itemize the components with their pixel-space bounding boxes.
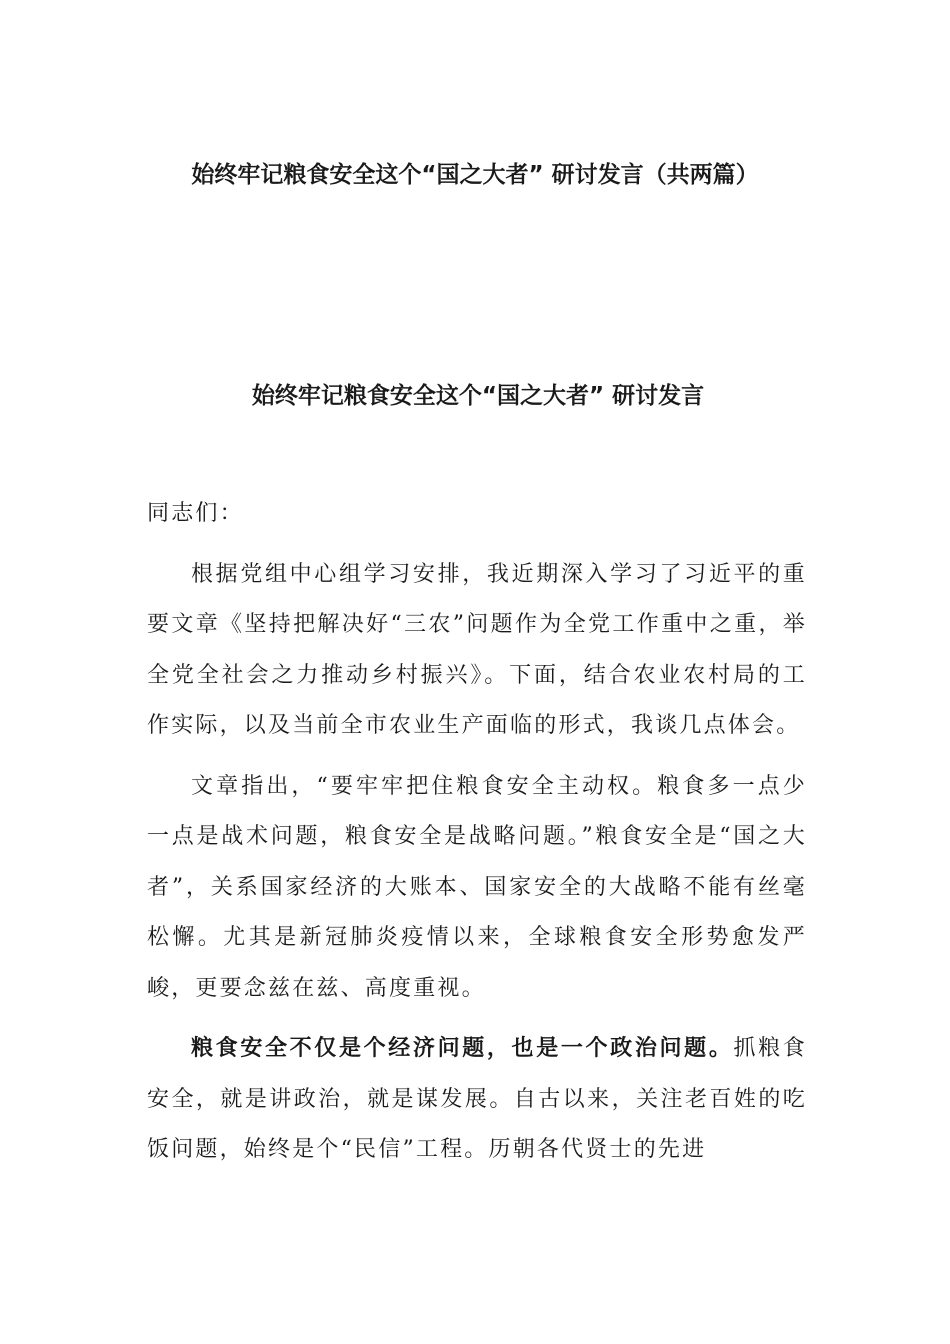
section-title: 始终牢记粮食安全这个“国之大者” 研讨发言 [251,383,705,409]
paragraph-1 [147,550,807,752]
paragraph-3-lead: 粮食安全不仅是个经济问题，也是一个政治问题。 [191,1036,734,1061]
paragraph-2 [147,762,807,1015]
paragraph-3-text: 抓粮食安全，就是讲政治，就是谋发展。自古以来，关注老百姓的吃饭问题，始终是个“民信”工程。历朝各代贤士的先进 [147,1036,808,1162]
salutation: 同志们： [147,501,244,526]
document-title: 始终牢记粮食安全这个“国之大者” 研讨发言（共两篇） [191,162,759,188]
paragraph-3 [147,1024,807,1176]
paragraph-2-text: 文章指出，“要牢牢把住粮食安全主动权。粮食多一点少一点是战术问题，粮食安全是战略问题。”粮食安全是“国之大者”，关系国家经济的大账本、国家安全的大战略不能有丝毫松懈。尤其是新冠肺炎疫情以来，全球粮食安全形势愈发严峻，更要念兹在兹、高度重视。 [147,773,807,1001]
document-body [147,489,807,1186]
paragraph-1-text: 根据党组中心组学习安排，我近期深入学习了习近平的重要文章《坚持把解决好“三农”问题作为全党工作重中之重，举全党全社会之力推动乡村振兴》。下面，结合农业农村局的工作实际，以及当前全市农业生产面临的形式，我谈几点体会。 [147,561,807,738]
